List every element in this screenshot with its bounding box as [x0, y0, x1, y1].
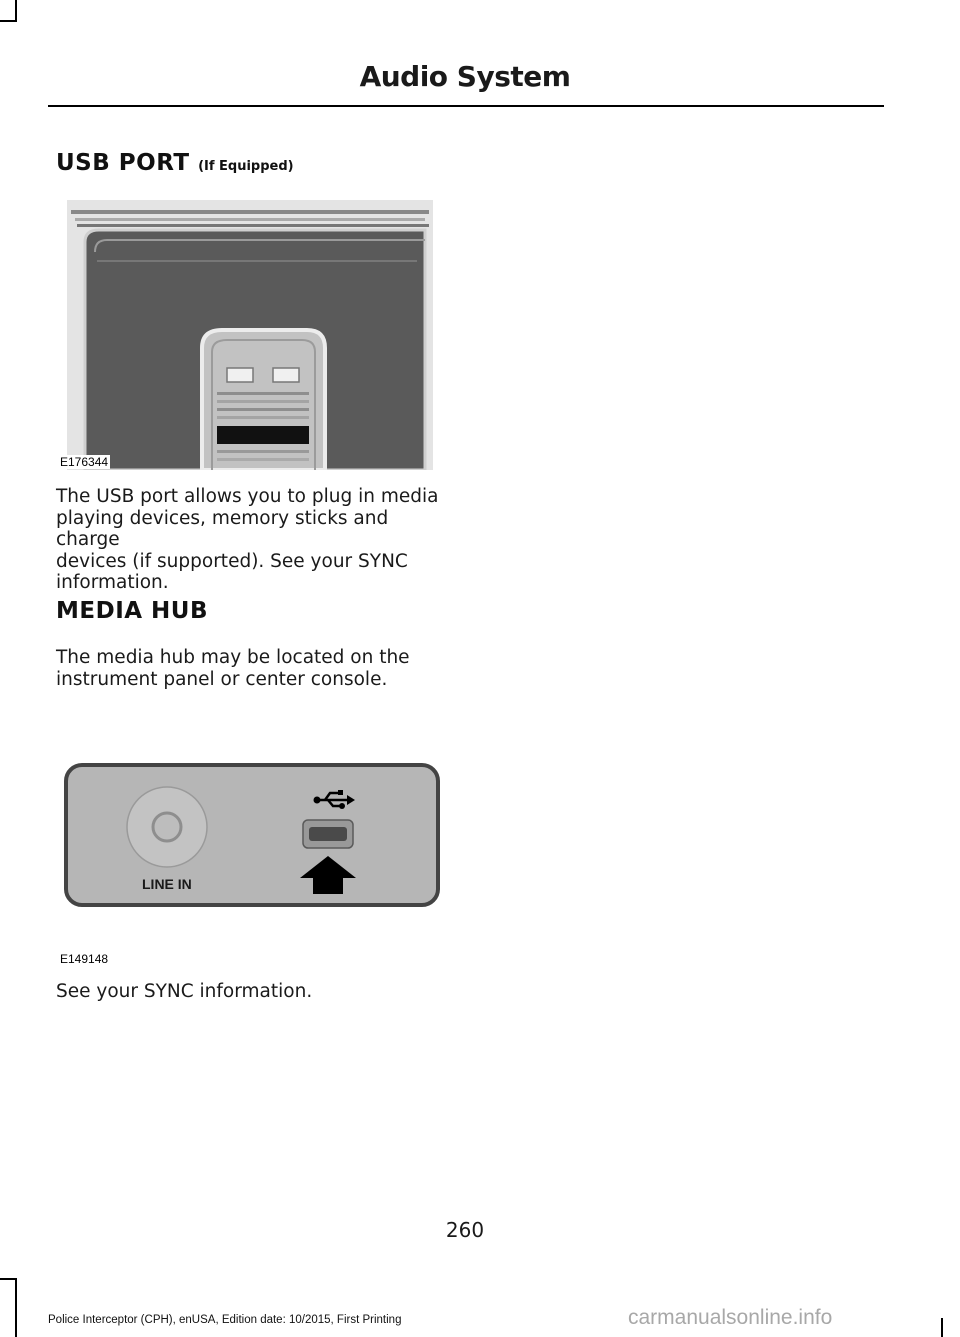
crop-mark-top-left-v	[15, 0, 17, 22]
usb-photo-figure-id: E176344	[60, 455, 109, 469]
page-number: 260	[445, 1218, 485, 1242]
crop-mark-top-left-h	[0, 20, 17, 22]
media-hub-heading: MEDIA HUB	[56, 598, 209, 624]
usb-line-2: playing devices, memory sticks and charge	[56, 507, 389, 550]
usb-line-1: The USB port allows you to plug in media	[56, 486, 439, 507]
crop-mark-bottom-right-v	[941, 1318, 943, 1337]
line-in-label: LINE IN	[142, 876, 192, 892]
usb-port-heading-text: USB PORT	[56, 150, 190, 176]
page-header-title: Audio System	[359, 60, 571, 93]
usb-port-photo	[67, 200, 433, 470]
media-hub-note: See your SYNC information.	[56, 981, 313, 1002]
usb-port-paragraph	[56, 486, 448, 594]
crop-mark-bottom-left-h	[0, 1278, 17, 1280]
usb-line-3: devices (if supported). See your SYNC	[56, 550, 408, 572]
edition-footer: Police Interceptor (CPH), enUSA, Edition date: 10/2015, First Printing	[48, 1314, 402, 1326]
media-hub-paragraph	[56, 647, 448, 690]
usb-line-4: information.	[56, 572, 169, 593]
media-hub-line-2: instrument panel or center console.	[56, 668, 388, 690]
usb-port-heading	[56, 150, 294, 176]
media-hub-figure-id: E149148	[60, 952, 109, 966]
watermark: carmanualsonline.info	[628, 1306, 833, 1329]
crop-mark-bottom-left-v	[15, 1278, 17, 1337]
usb-port-heading-suffix: (If Equipped)	[198, 159, 294, 174]
media-hub-illustration	[62, 760, 442, 910]
media-hub-line-1: The media hub may be located on the	[56, 647, 410, 668]
header-rule	[48, 105, 884, 107]
